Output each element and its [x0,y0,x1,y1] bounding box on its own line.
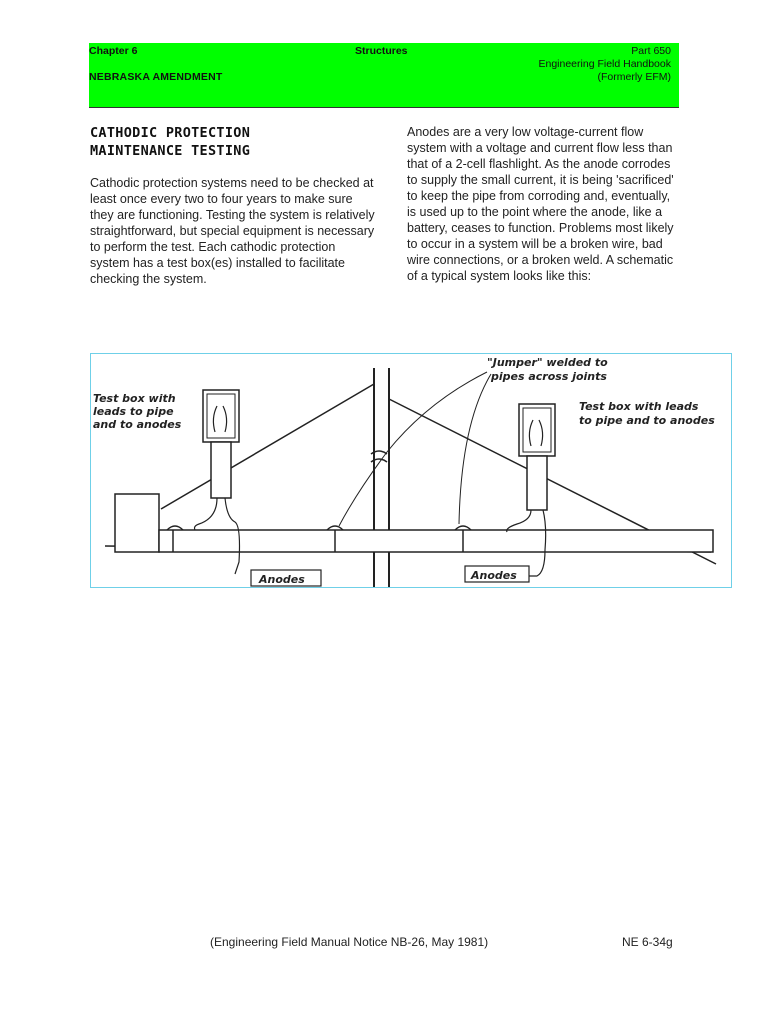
footer-notice: (Engineering Field Manual Notice NB-26, May 1981) [210,935,489,949]
jumper-leader-left [339,372,487,526]
test-box-left [203,390,239,442]
structure-box [115,494,159,552]
section-title-line-1: CATHODIC PROTECTION [90,125,251,141]
right-paragraph: Anodes are a very low voltage-current flow system with a voltage and current flow less than that of a 2-cell flashlight. As the anode corrodes to supply the small current, it is being 'sacrificed' to keep the pipe from corroding and, eventually, is used up to the point where the anode, like a battery, ceases to function. Problems most likely to occur in a system will be a broken wire, bad wire connections, or a broken weld. A schematic of a typical system looks like this: [407,125,674,283]
header-amendment: NEBRASKA AMENDMENT [89,71,223,83]
pipeline [159,530,713,552]
anode-label-right: Anodes [471,569,517,582]
page-header [89,43,679,108]
footer-page-number: NE 6-34g [622,935,673,949]
test-box-right-post [527,456,547,510]
label-left-test-box: Test box with leads to pipe and to anodes [93,392,182,431]
header-handbook: Engineering Field Handbook [538,58,671,70]
anode-label-left: Anodes [259,573,305,586]
header-chapter: Chapter 6 [89,45,138,57]
test-box-left-post [211,442,231,498]
header-right-block [538,45,671,84]
test-box-right [519,404,555,456]
header-part: Part 650 [631,45,671,57]
header-section: Structures [355,45,408,57]
header-formerly: (Formerly EFM) [597,71,671,83]
section-title [90,124,380,160]
label-jumper: "Jumper" welded to pipes across joints [487,356,608,383]
left-paragraph: Cathodic protection systems need to be checked at least once every two to four years to make sure they are functioning. Testing the system is relatively straightforward, but special equipment is necessary to perform the test. Each cathodic protection system has a test box(es) installed to facilitate checking the system. [90,176,375,286]
guy-wire-left [161,384,374,509]
label-right-test-box: Test box with leads to pipe and to anodes [579,400,715,427]
section-title-line-2: MAINTENANCE TESTING [90,143,251,159]
jumper-leader-right [459,374,491,524]
cathodic-system-schematic [90,353,732,588]
schematic-drawing [91,354,732,588]
